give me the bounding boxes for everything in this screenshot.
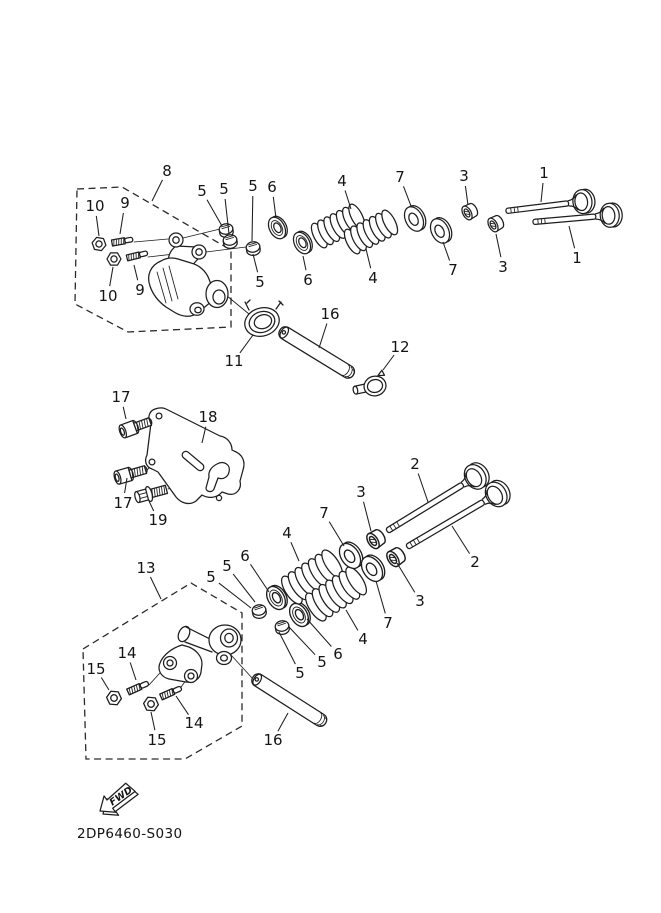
callout-number: 7 — [319, 504, 329, 523]
callout-13 — [136, 559, 161, 599]
callout-16 — [263, 713, 288, 749]
callout-2 — [452, 526, 480, 571]
callout-6 — [240, 547, 269, 592]
callout-number: 5 — [255, 273, 265, 292]
callout-6 — [267, 178, 277, 218]
callout-leader-line — [101, 678, 109, 691]
part-5-locknut-4 — [251, 604, 267, 620]
callout-number: 5 — [219, 180, 229, 199]
callout-number: 6 — [303, 271, 313, 290]
callout-leader-line — [496, 234, 501, 257]
callout-19 — [148, 501, 167, 529]
callout-number: 14 — [184, 714, 204, 733]
callout-14 — [117, 644, 136, 680]
callout-7 — [319, 504, 344, 546]
callout-15 — [86, 660, 109, 690]
callout-leader-line — [176, 696, 189, 715]
callout-leader-line — [134, 265, 138, 280]
part-5-locknut-5 — [274, 620, 290, 636]
callout-9 — [120, 194, 130, 234]
part-19-bolt — [133, 482, 168, 505]
callout-5 — [253, 254, 265, 291]
callout-4 — [337, 172, 351, 209]
part-17-bolt-1 — [118, 415, 154, 439]
drawing-code: 2DP6460-S030 — [77, 826, 183, 842]
callout-number: 2 — [470, 553, 480, 572]
part-16-rocker-shaft-2 — [250, 672, 330, 729]
callout-number: 5 — [206, 568, 216, 587]
part-14-adjuster-screw-2 — [160, 685, 183, 700]
callout-10 — [98, 267, 117, 305]
callout-number: 12 — [390, 338, 410, 357]
callout-leader-line — [150, 577, 161, 599]
callout-number: 10 — [98, 287, 118, 306]
callout-1 — [569, 226, 582, 267]
part-3-cotter-1 — [460, 202, 480, 222]
part-9-adjuster-screw-1 — [111, 236, 133, 246]
callout-leader-line — [418, 474, 428, 503]
callout-4 — [282, 524, 299, 561]
part-12-clip — [350, 370, 388, 400]
callout-leader-line — [123, 407, 126, 419]
callout-number: 15 — [147, 731, 167, 750]
part-9-adjuster-screw-2 — [126, 250, 148, 261]
callout-7 — [395, 168, 411, 206]
callout-leader-line — [110, 267, 113, 286]
callout-number: 17 — [113, 494, 133, 513]
callout-number: 4 — [368, 269, 378, 288]
callout-leader-line — [569, 226, 575, 248]
callout-4 — [366, 249, 378, 287]
callout-number: 6 — [267, 178, 277, 197]
callout-leader-line — [130, 663, 136, 681]
callout-3 — [397, 563, 425, 610]
part-7-retainer-2 — [427, 214, 456, 246]
callout-number: 2 — [410, 455, 420, 474]
callout-leader-line — [253, 254, 258, 272]
callout-3 — [356, 483, 371, 531]
callout-10 — [85, 197, 104, 236]
callout-number: 5 — [222, 557, 232, 576]
part-14-adjuster-screw-1 — [127, 680, 150, 695]
callout-leader-line — [404, 186, 412, 206]
part-15-nut-2 — [143, 697, 159, 711]
callout-number: 17 — [111, 388, 131, 407]
callout-number: 6 — [240, 547, 250, 566]
callout-number: 9 — [135, 281, 145, 300]
callout-number: 16 — [320, 305, 340, 324]
callout-leader-line — [251, 564, 270, 592]
callout-4 — [346, 610, 368, 648]
callout-number: 11 — [224, 352, 244, 371]
callout-number: 19 — [148, 511, 168, 530]
callout-number: 6 — [333, 645, 343, 664]
fwd-arrow — [94, 780, 141, 822]
callout-number: 10 — [85, 197, 105, 216]
callout-number: 3 — [498, 258, 508, 277]
callout-leader-line — [152, 180, 163, 201]
callout-leader-line — [240, 335, 253, 353]
callout-number: 5 — [295, 664, 305, 683]
callout-number: 5 — [248, 177, 258, 196]
callout-7 — [376, 581, 393, 632]
callout-leader-line — [303, 256, 306, 270]
callout-number: 4 — [282, 524, 292, 543]
callout-leader-line — [443, 242, 450, 261]
callout-number: 14 — [117, 644, 137, 663]
callout-leader-line — [96, 216, 99, 236]
part-6-spring-seat-1 — [265, 213, 291, 241]
callout-3 — [496, 234, 508, 276]
callout-leader-line — [291, 542, 299, 561]
callout-leader-line — [219, 583, 251, 608]
callout-leader-line — [345, 191, 351, 210]
callout-number: 1 — [539, 164, 549, 183]
callout-number: 16 — [263, 731, 283, 750]
callout-leader-line — [278, 713, 288, 731]
part-3-cotter-2 — [486, 214, 506, 234]
callout-15 — [147, 712, 166, 749]
part-3-cotter-3 — [364, 527, 387, 550]
part-11-torsion-spring — [241, 300, 283, 341]
callout-leader-line — [273, 197, 276, 218]
part-16-rocker-shaft-1 — [277, 324, 357, 380]
part-15-nut-1 — [106, 691, 122, 705]
callout-leader-line — [307, 619, 331, 647]
callout-number: 8 — [162, 162, 172, 181]
callout-number: 4 — [358, 630, 368, 649]
callout-16 — [319, 305, 340, 348]
callout-number: 3 — [356, 483, 366, 502]
callout-leader-line — [207, 200, 222, 226]
callout-leader-line — [383, 355, 394, 370]
callout-number: 9 — [120, 194, 130, 213]
callout-leader-line — [279, 632, 295, 664]
callout-5 — [248, 177, 258, 241]
callout-number: 3 — [459, 167, 469, 186]
callout-12 — [383, 338, 410, 370]
fwd-label: FWD — [107, 784, 135, 809]
callout-number: 5 — [317, 653, 327, 672]
callout-5 — [222, 557, 255, 602]
callout-leader-line — [364, 502, 372, 531]
callout-leader-line — [319, 324, 327, 349]
callout-leader-line — [252, 196, 253, 241]
callout-number: 3 — [415, 592, 425, 611]
part-13-rocker-assembly — [149, 625, 253, 687]
part-3-cotter-4 — [384, 545, 407, 568]
callout-11 — [224, 335, 253, 370]
callout-17 — [111, 388, 130, 419]
callout-1 — [539, 164, 549, 202]
callout-3 — [459, 167, 469, 205]
callout-14 — [176, 696, 204, 732]
callout-leader-line — [346, 610, 358, 630]
callout-leader-line — [376, 581, 385, 613]
callout-leader-line — [120, 213, 123, 234]
callout-leader-line — [151, 712, 155, 730]
callout-6 — [303, 256, 313, 289]
part-10-nut-2 — [107, 253, 121, 265]
callout-leader-line — [397, 563, 415, 592]
callout-number: 4 — [337, 172, 347, 191]
callout-number: 1 — [572, 249, 582, 268]
callout-leader-line — [541, 183, 543, 202]
callout-8 — [152, 162, 172, 201]
callout-number: 18 — [198, 408, 218, 427]
callout-number: 7 — [395, 168, 405, 187]
callout-leader-line — [366, 249, 371, 268]
part-17-bolt-2 — [113, 463, 149, 485]
callout-2 — [410, 455, 428, 502]
callout-number: 7 — [383, 614, 393, 633]
part-5-locknut-2 — [223, 234, 238, 249]
callout-leader-line — [465, 186, 468, 205]
callout-number: 7 — [448, 261, 458, 280]
callout-number: 13 — [136, 559, 156, 578]
part-7-retainer-1 — [401, 202, 430, 234]
callout-9 — [134, 265, 145, 299]
part-10-nut-1 — [91, 237, 107, 251]
callout-leader-line — [233, 574, 255, 602]
callout-7 — [443, 242, 458, 279]
callout-leader-line — [289, 627, 315, 655]
callout-leader-line — [452, 526, 470, 554]
callout-number: 15 — [86, 660, 106, 679]
callout-number: 5 — [197, 182, 207, 201]
callout-leader-line — [149, 501, 154, 511]
callout-leader-line — [329, 522, 344, 546]
